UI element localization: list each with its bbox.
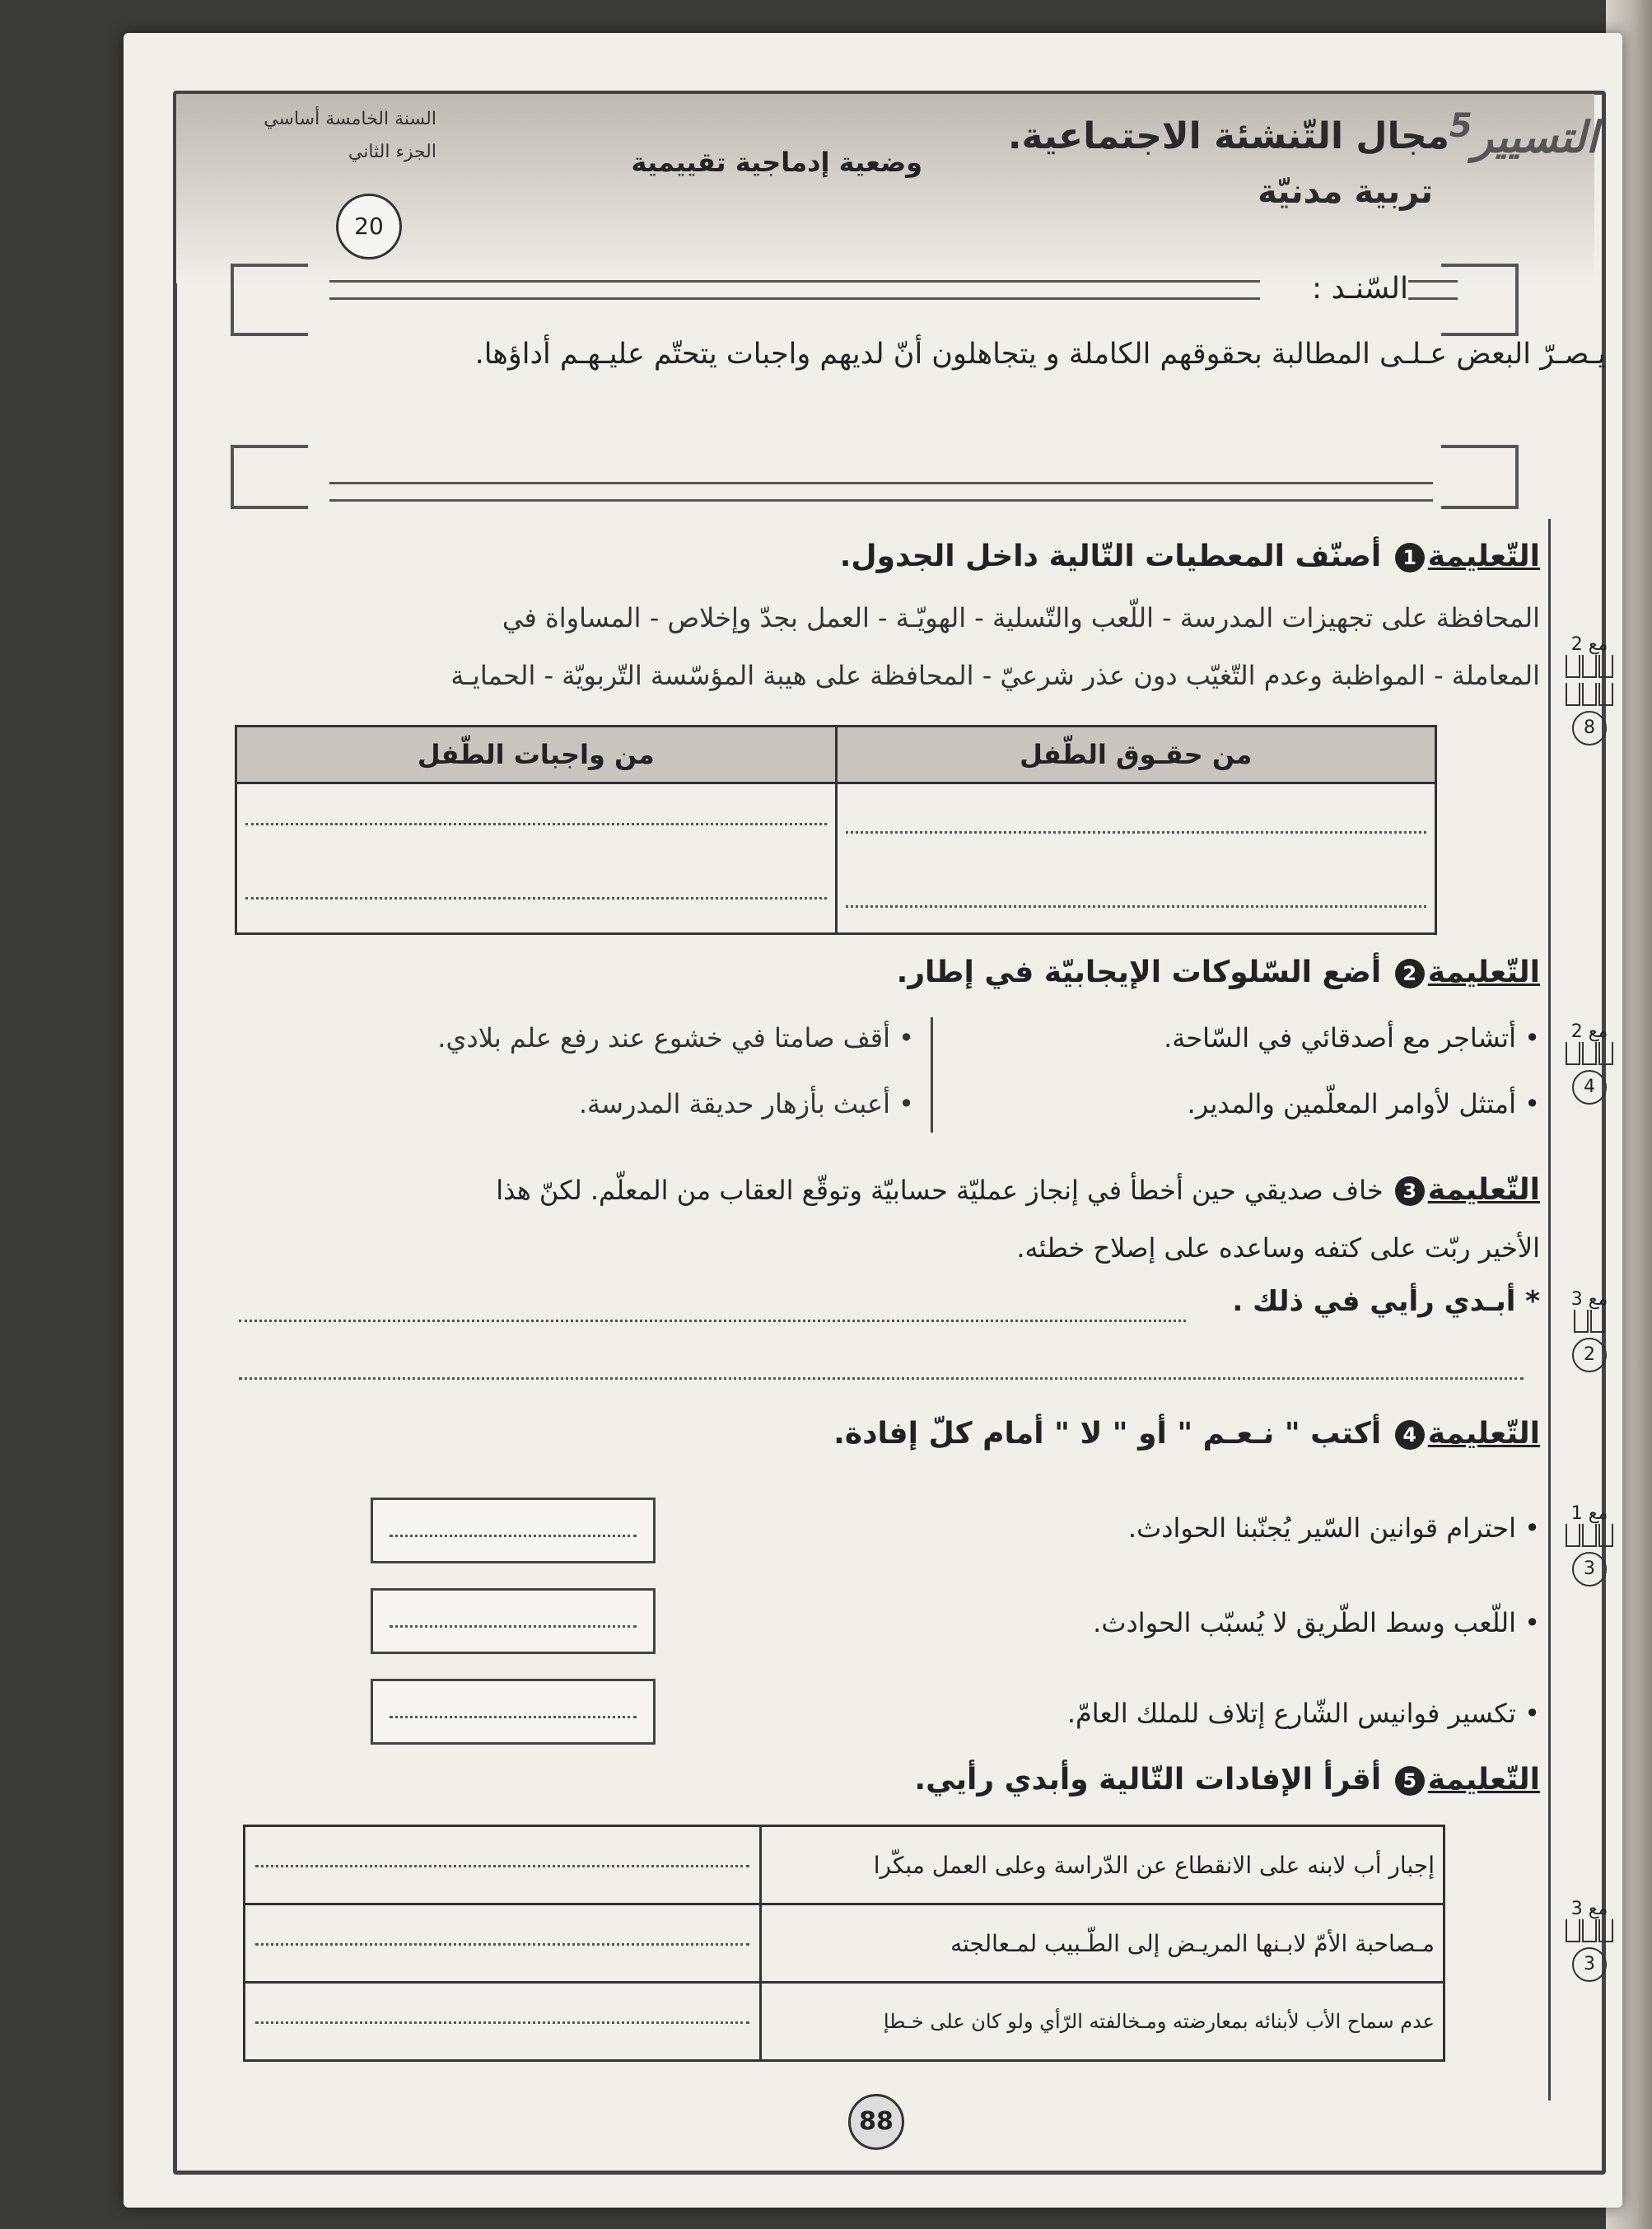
domain-title: مجال التّنشئة الاجتماعية.	[1007, 115, 1449, 157]
q5-statement-2: مـصاحبة الأمّ لابـنها المريـض إلى الطّـبيب لمـعالجته	[760, 1904, 1444, 1983]
margin-score: 8	[1572, 711, 1607, 745]
q5-prompt: أقرأ الإفادات التّالية وأبدي رأيي.	[914, 1763, 1382, 1797]
q1-col-rights: من حقـوق الطّفل	[836, 727, 1436, 783]
margin-score: 3	[1572, 1947, 1607, 1982]
q3-text-line2: الأخير ربّت على كتفه وساعده على إصلاح خطئه.	[1016, 1232, 1540, 1264]
q5-answer-2[interactable]	[245, 1904, 761, 1983]
q4-label: التّعليمة	[1427, 1417, 1540, 1451]
worksheet-page	[124, 33, 1622, 2208]
ornament-bottom-left	[231, 445, 308, 509]
q4-item-1-text: احترام قوانين السّير يُجنّبنا الحوادث.	[1127, 1512, 1516, 1544]
table-row	[245, 1904, 1444, 1983]
criterion-boxes	[1561, 655, 1618, 678]
q2-number: 2	[1395, 959, 1425, 988]
margin-score: 3	[1572, 1552, 1607, 1586]
q4-title	[618, 1417, 1540, 1451]
q2-right-item-1[interactable]: • أتشاجر مع أصدقائي في السّاحة.	[1164, 1022, 1540, 1054]
q2-right-item-1-text: أتشاجر مع أصدقائي في السّاحة.	[1164, 1022, 1516, 1054]
q5-label: التّعليمة	[1427, 1763, 1540, 1797]
q5-table	[243, 1825, 1445, 2062]
q2-left-item-2[interactable]: • أعبث بأزهار حديقة المدرسة.	[578, 1088, 914, 1119]
criterion-boxes	[1561, 1524, 1618, 1547]
q2-right-item-2[interactable]: • أمتثل لأوامر المعلّمين والمدير.	[1187, 1088, 1540, 1119]
level-line-1: السنة الخامسة أساسي	[264, 109, 436, 129]
q1-number: 1	[1395, 543, 1425, 572]
q3-answer-line-2[interactable]	[239, 1376, 1524, 1380]
margin-criterion: مع 3	[1570, 1289, 1608, 1310]
q1-title	[782, 540, 1540, 573]
margin-criterion: مع 1	[1570, 1503, 1608, 1524]
page-number: 88	[848, 2094, 904, 2150]
q4-item-2: • اللّعب وسط الطّريق لا يُسبّب الحوادث.	[1093, 1607, 1540, 1638]
q2-right-item-2-text: أمتثل لأوامر المعلّمين والمدير.	[1187, 1088, 1516, 1119]
q2-prompt: أضع السّلوكات الإيجابيّة في إطار.	[896, 956, 1382, 989]
q3-text-line1	[222, 1166, 1540, 1215]
margin-criterion: مع 3	[1570, 1899, 1608, 1919]
ornament-line-top-right	[1408, 280, 1458, 300]
q4-item-3-text: تكسير فوانيس الشّارع إتلاف للملك العامّ.	[1066, 1698, 1516, 1729]
sanad-label: السّنـد :	[1312, 272, 1408, 306]
q2-left-item-1-text: أقف صامتا في خشوع عند رفع علم بلادي.	[437, 1022, 890, 1054]
q1-col-duties: من واجبات الطّفل	[236, 727, 837, 783]
margin-score-q5	[1561, 1899, 1618, 1982]
table-row	[245, 1826, 1444, 1904]
q5-number: 5	[1395, 1766, 1425, 1796]
criterion-boxes	[1561, 1919, 1618, 1942]
criterion-boxes	[1561, 683, 1618, 706]
q3-number: 3	[1395, 1176, 1425, 1206]
q4-answer-box-3[interactable]	[371, 1679, 656, 1745]
q4-prompt: أكتب " نـعـم " أو " لا " أمام كلّ إفادة.	[833, 1417, 1382, 1451]
q4-answer-box-1[interactable]	[371, 1498, 656, 1563]
q1-items-line1: المحافظة على تجهيزات المدرسة - اللّعب والتّسلية - الهويّـة - العمل بجدّ وإخلاص - المساواة في	[502, 602, 1540, 633]
score-total: 20	[354, 213, 384, 240]
logo	[1449, 107, 1598, 181]
q2-left-item-2-text: أعبث بأزهار حديقة المدرسة.	[578, 1088, 890, 1119]
margin-criterion: مع 2	[1570, 634, 1608, 655]
ornament-top-left	[231, 264, 308, 336]
q1-rights-answer[interactable]	[836, 783, 1436, 934]
q5-answer-1[interactable]	[245, 1826, 761, 1904]
q1-duties-answer[interactable]	[236, 783, 837, 934]
situation-title: وضعية إدماجية تقييمية	[631, 147, 922, 178]
q3-ask: * أبـدي رأيي في ذلك .	[1232, 1285, 1540, 1318]
level-line-2: الجزء الثاني	[348, 142, 436, 162]
ornament-line-top	[329, 280, 1260, 300]
margin-score-q3	[1561, 1289, 1618, 1372]
q4-item-1: • احترام قوانين السّير يُجنّبنا الحوادث.	[1127, 1512, 1540, 1544]
q3-label: التّعليمة	[1427, 1173, 1540, 1207]
q1-label: التّعليمة	[1427, 540, 1540, 573]
q4-item-3: • تكسير فوانيس الشّارع إتلاف للملك العامّ.	[1066, 1698, 1540, 1729]
ornament-bottom-right	[1441, 445, 1519, 509]
q2-title	[700, 956, 1540, 989]
q1-prompt: أصنّف المعطيات التّالية داخل الجدول.	[839, 540, 1382, 573]
margin-score: 2	[1572, 1338, 1607, 1372]
margin-criterion: مع 2	[1570, 1021, 1608, 1042]
margin-score-q1	[1561, 634, 1618, 745]
score-circle	[336, 194, 402, 259]
q5-title	[700, 1763, 1540, 1797]
q2-label: التّعليمة	[1427, 956, 1540, 989]
q2-left-item-1[interactable]: • أقف صامتا في خشوع عند رفع علم بلادي.	[437, 1022, 914, 1054]
margin-score-q2	[1561, 1021, 1618, 1105]
q3-answer-line-1[interactable]	[239, 1318, 1186, 1322]
criterion-boxes	[1561, 1310, 1618, 1333]
ornament-line-bottom	[329, 482, 1433, 502]
q2-divider	[931, 1017, 933, 1133]
q4-item-2-text: اللّعب وسط الطّريق لا يُسبّب الحوادث.	[1093, 1607, 1516, 1638]
criterion-boxes	[1561, 1042, 1618, 1065]
margin-score-q4	[1561, 1503, 1618, 1586]
q5-statement-1: إجبار أب لابنه على الانقطاع عن الدّراسة وعلى العمل مبكّرا	[760, 1826, 1444, 1904]
ornament-top-right	[1441, 264, 1519, 336]
q1-table	[235, 725, 1437, 935]
q5-answer-3[interactable]	[245, 1983, 761, 2061]
q3-text-1: خاف صديقي حين أخطأ في إنجاز عمليّة حسابيّة وتوقّع العقاب من المعلّم. لكنّ هذا	[496, 1175, 1384, 1206]
sanad-text: يـصـرّ البعض عـلـى المطالبة بحقوقهم الكاملة و يتجاهلون أنّ لديهم واجبات يتحتّم عليـهـم أداؤها.	[474, 338, 1606, 371]
q1-items-line2: المعاملة - المواظبة وعدم التّغيّب دون عذر شرعيّ - المحافظة على هيبة المؤسّسة التّربويّة - الحمايـة	[450, 660, 1540, 691]
logo-text: التسيير	[1472, 113, 1598, 163]
subject-title: تربية مدنيّة	[1258, 173, 1433, 211]
table-row	[245, 1983, 1444, 2061]
q5-statement-3: عدم سماح الأب لأبنائه بمعارضته ومـخالفته الرّأي ولو كان على خـطإ	[760, 1983, 1444, 2061]
logo-number: 5	[1449, 107, 1472, 145]
margin-score: 4	[1572, 1070, 1607, 1105]
q4-answer-box-2[interactable]	[371, 1588, 656, 1654]
q4-number: 4	[1395, 1420, 1425, 1450]
margin-divider	[1548, 519, 1551, 2100]
